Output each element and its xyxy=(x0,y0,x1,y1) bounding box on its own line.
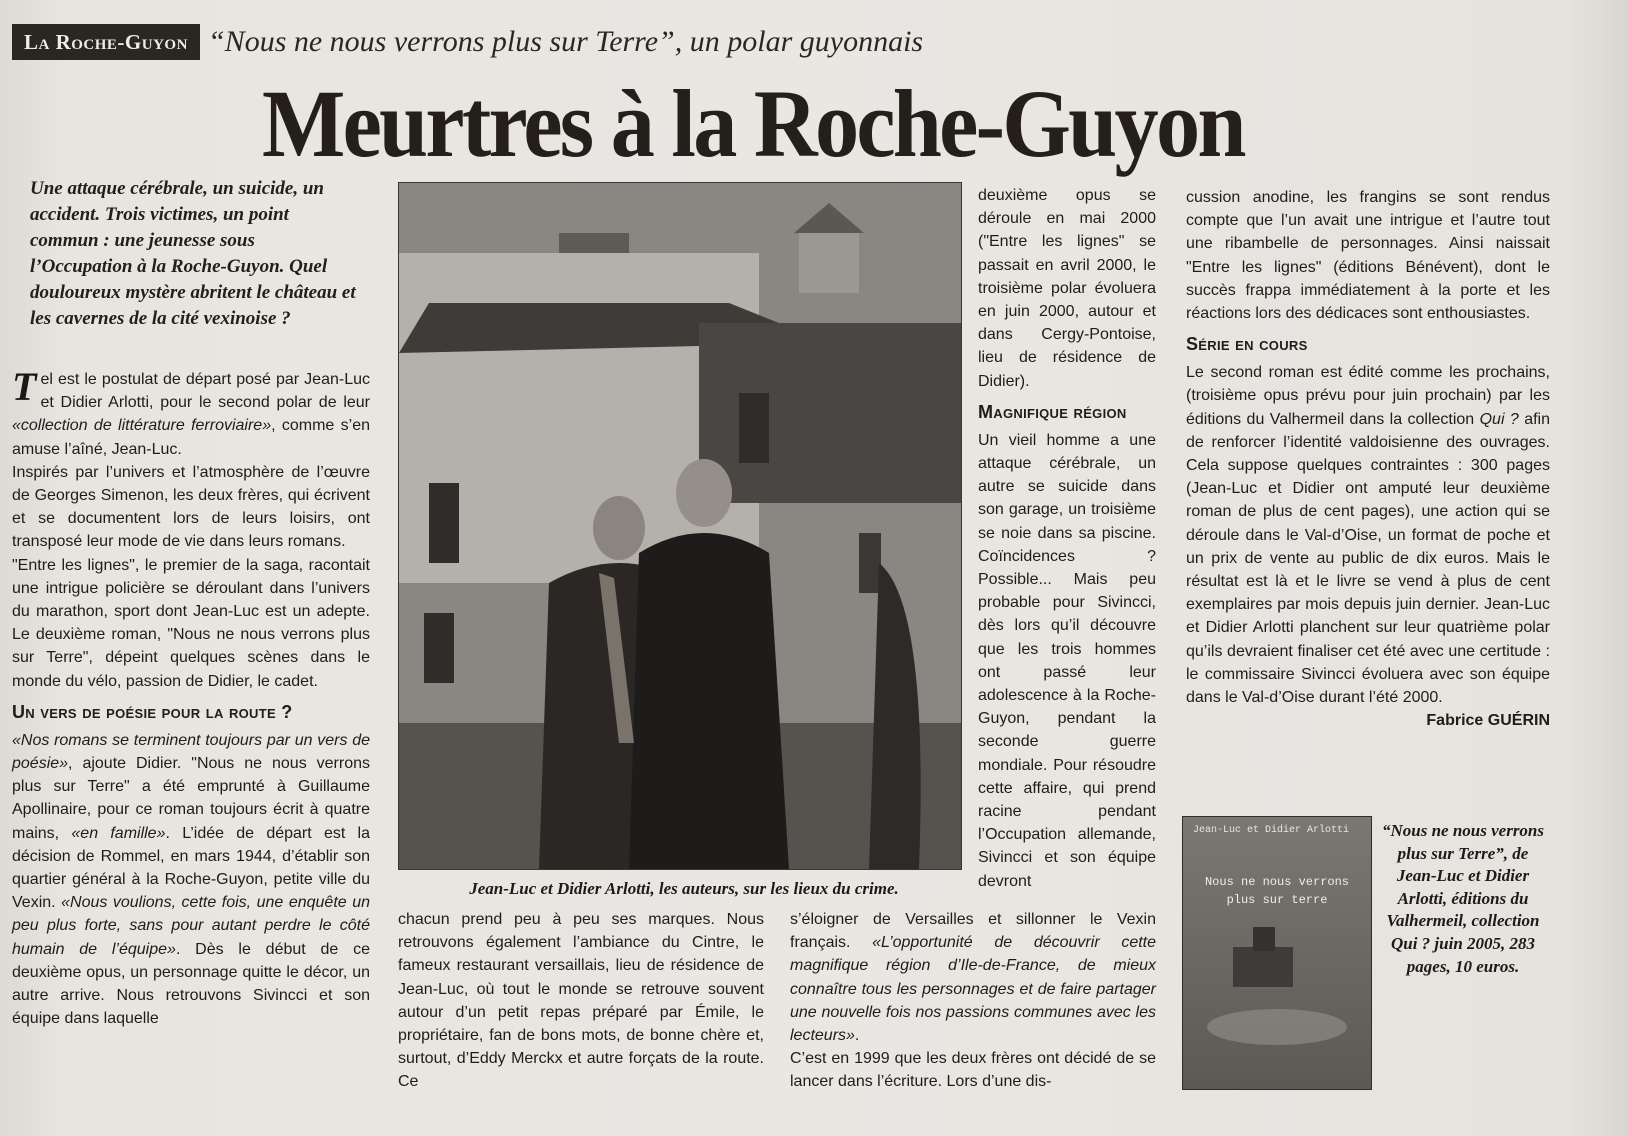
paragraph xyxy=(12,729,370,1031)
paragraph: cussion anodine, les frangins se sont rendus compte que l’un avait une intrigue et l’autre tout une ribambelle de personnages. Ainsi naissait "Entre les lignes" (éditions Bénévent), dont le succès frappa immédiatement à la porte et les réactions lors des dédicaces sont enthousiastes. xyxy=(1186,189,1550,323)
paragraph xyxy=(790,908,1156,1047)
text-run: , comme s’en amuse l’aîné, Jean-Luc. xyxy=(12,417,371,458)
text-run: . L’idée de départ est la décision de Rommel, en mars 1944, d’établir son quartier général à la Roche-Guyon, petite ville du Vexin. xyxy=(12,824,370,912)
text-run: el est le postulat de départ posé par Jean-Luc et Didier Arlotti, pour le second polar de leur xyxy=(40,371,370,412)
collection-name: Qui ? xyxy=(1479,410,1519,428)
article-column-1 xyxy=(12,364,371,1030)
photo-caption: Jean-Luc et Didier Arlotti, les auteurs, sur les lieux du crime. xyxy=(469,879,899,898)
cover-title: Nous ne nous verrons plus sur terre xyxy=(1204,875,1350,907)
text-run: . xyxy=(854,1027,860,1045)
paragraph xyxy=(12,364,371,461)
cover-authors: Jean-Luc et Didier Arlotti xyxy=(1193,825,1350,836)
text-run: Le second roman est édité comme les prochains, (troisième opus prévu pour juin prochain) par les éditions du Valhermeil dans la collection xyxy=(1186,364,1550,428)
paragraph: "Entre les lignes", le premier de la saga, racontait une intrigue policière se déroulant dans l’univers du marathon, sport dont Jean-Luc est un adepte. Le deuxième roman, "Nous ne nous verrons plus sur Terre", dépeint quelques scènes dans le monde du vélo, passion de Didier, le cadet. xyxy=(12,556,370,690)
standfirst: Une attaque cérébrale, un suicide, un accident. Trois victimes, un point commun : une jeunesse sous l’Occupation à la Roche-Guyon. Quel douloureux mystère abritent le château et les cavernes de la cité vexinoise ? xyxy=(30,178,356,329)
subheading: Série en cours xyxy=(1186,334,1308,355)
paragraph xyxy=(1186,361,1550,709)
quote: «L’opportunité de découvrir cette magnifique région d’Ile-de-France, de mieux connaître tous les personnages et de faire partager une nouvelle fois nos passions communes avec les lecteurs» xyxy=(790,934,1157,1045)
section-rubric: La Roche-Guyon xyxy=(12,24,200,60)
book-cover xyxy=(1182,816,1372,1090)
author-signature: Fabrice GUÉRIN xyxy=(1426,712,1550,730)
article-photo xyxy=(398,182,962,870)
kicker: “Nous ne nous verrons plus sur Terre”, un polar guyonnais xyxy=(208,25,924,58)
drop-cap: T xyxy=(12,364,37,409)
text-run: s’éloigner de Versailles et sillonner le Vexin français. xyxy=(790,911,1156,952)
quote: «en famille» xyxy=(71,824,166,842)
article-column-4 xyxy=(1186,186,1550,732)
text-run: . Dès le début de ce deuxième opus, un personnage quitte le décor, un autre arrive. Nous retrouvons Sivincci et son équipe dans laquelle xyxy=(12,940,371,1028)
subheading: Magnifique région xyxy=(978,401,1127,422)
paragraph: chacun prend peu à peu ses marques. Nous retrouvons également l’ambiance du Cintre, le fameux restaurant versaillais, lieu de résidence de Jean-Luc, où tout le monde se retrouve souvent autour d’un petit repas préparé par Émile, le propriétaire, fan de bons mots, de bonne chère et, surtout, d’Eddy Merckx et autre forçats de la route. Ce xyxy=(398,911,764,1091)
article-column-3 xyxy=(978,184,1156,893)
quote: «collection de littérature ferroviaire» xyxy=(12,417,272,435)
quote: «Nos romans se terminent toujours par un vers de poésie» xyxy=(12,731,370,773)
headline: Meurtres à la Roche-Guyon xyxy=(262,70,1244,177)
photo-illustration xyxy=(399,183,961,869)
paragraph: Un vieil homme a une attaque cérébrale, un autre se suicide dans son garage, un troisième se noie dans sa piscine. Coïncidences ? Possible... Mais peu probable pour Sivincci, dès lors qu’il découvre que les trois hommes ont passé leur adolescence à la Roche-Guyon, pendant la seconde guerre mondiale. Pour résoudre cette affaire, qui prend racine pendant l’Occupation allemande, Sivincci et son équipe devront xyxy=(978,431,1156,890)
subheading: Un vers de poésie pour la route ? xyxy=(12,701,293,722)
paragraph: C’est en 1999 que les deux frères ont décidé de se lancer dans l’écriture. Lors d’une dis- xyxy=(790,1050,1156,1091)
paragraph: deuxième opus se déroule en mai 2000 ("Entre les lignes" se passait en avril 2000, le troisième polar évoluera en juin 2000, autour et dans Cergy-Pontoise, lieu de résidence de Didier). xyxy=(978,187,1156,390)
article-column-2 xyxy=(398,908,764,1094)
text-run: afin de renforcer l’identité valdoisienne des ouvrages. Cela suppose quelques contraintes : 300 pages (Jean-Luc et Didier ont amputé leur deuxième roman de plus de cent pages), une action qui se déroule dans le Val-d’Oise, un format de poche et un prix de vente au public de dix euros. Mais le résultat est là et le livre se vend à plus de cent exemplaires par mois depuis juin dernier. Jean-Luc et Didier Arlotti planchent sur leur quatrième polar qu’ils devraient finaliser cet été avec une certitude : le commissaire Sivincci évoluera avec son équipe dans le Val-d’Oise durant l’été 2000. xyxy=(1186,410,1550,707)
paragraph: Inspirés par l’univers et l’atmosphère de l’œuvre de Georges Simenon, les deux frères, qui écrivent et se documentent lors de leurs loisirs, ont transposé leur mode de vie dans leurs romans. xyxy=(12,463,370,551)
quote: «Nous voulions, cette fois, une enquête un peu plus forte, sans pour autant perdre le côté humain de l’équipe» xyxy=(12,894,370,958)
book-reference: “Nous ne nous verrons plus sur Terre”, de Jean-Luc et Didier Arlotti, éditions du Valhermeil, collection Qui ? juin 2005, 283 pages, 10 euros. xyxy=(1381,821,1544,976)
article-column-3-continued xyxy=(790,908,1156,1094)
text-run: , ajoute Didier. "Nous ne nous verrons plus sur Terre" a été emprunté à Guillaume Apollinaire, pour ce roman toujours écrit à quatre mains, xyxy=(12,755,370,842)
cover-illustration xyxy=(1183,817,1371,1089)
